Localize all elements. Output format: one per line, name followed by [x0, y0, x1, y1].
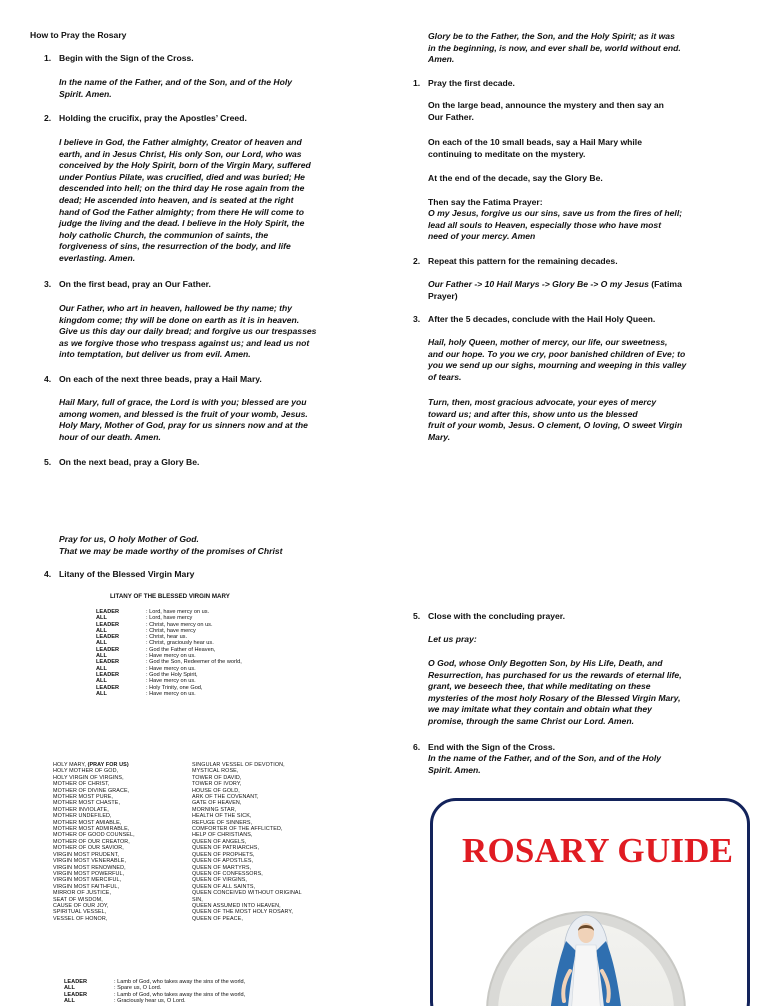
titles-column-2 [192, 762, 302, 922]
prayer-line: judge the living and the dead. I believe in the Holy Spirit, the [59, 218, 305, 229]
step-text: Litany of the Blessed Virgin Mary [59, 569, 195, 579]
small-beads-instruction [428, 137, 642, 160]
sign-of-cross-prayer [59, 77, 292, 100]
response-text: : God the Son, Redeemer of the world, [146, 659, 242, 666]
prayer-line: I believe in God, the Father almighty, Creator of heaven and [59, 137, 302, 147]
prayer-line: In the name of the Father, and of the Son, and of the Holy [428, 753, 661, 763]
title-entry: REFUGE OF SINNERS, [192, 819, 253, 826]
title-entry: MOTHER UNDEFILED, [53, 813, 112, 820]
prayer-line: grant, we beseech thee, that while meditating on these [428, 681, 651, 692]
response-text: : Christ, have mercy [146, 627, 196, 634]
response-row [96, 691, 242, 697]
prayer-line: among women, and blessed is the fruit of your womb, Jesus. [59, 408, 308, 419]
title-entry: QUEEN OF THE MOST HOLY ROSARY, [192, 909, 293, 916]
title-entry: MIRROR OF JUSTICE, [53, 890, 112, 897]
response-role: ALL [96, 653, 107, 660]
prayer-line: lead all souls to Heaven, especially those who have most [428, 219, 662, 230]
title-entry: HOUSE OF GOLD, [192, 787, 240, 794]
pray-for-us-note: (PRAY FOR US) [87, 762, 129, 768]
title-entry: QUEEN ASSUMED INTO HEAVEN, [192, 902, 281, 909]
response-text: : Spare us, O Lord. [114, 985, 162, 992]
prayer-line: hand of God the Father almighty; from there He will come to [59, 206, 304, 217]
response-role: ALL [96, 615, 107, 622]
pattern-sequence: Our Father -> 10 Hail Marys -> Glory Be -> O my Jesus [428, 279, 649, 289]
prayer-line: dead; He ascended into heaven, and is seated at the right [59, 194, 294, 205]
apostles-creed [59, 137, 311, 265]
title-entry: QUEEN OF ALL SAINTS, [192, 883, 256, 890]
title-entry: VIRGIN MOST FAITHFUL, [53, 883, 120, 890]
prayer-line: Mary. [428, 431, 451, 442]
step-text: On the first bead, pray an Our Father. [59, 279, 211, 289]
title-entry: MOTHER OF DIVINE GRACE, [53, 787, 130, 794]
step-number: 3. [413, 314, 421, 324]
step-2-heading [44, 113, 247, 125]
response-text: : Have mercy on us. [146, 665, 196, 672]
title-entry: CAUSE OF OUR JOY, [53, 902, 109, 909]
step-number: 6. [413, 742, 421, 752]
decade-end-instruction: At the end of the decade, say the Glory Be. [428, 173, 603, 183]
prayer-line: holy catholic Church, the communion of saints, the [59, 229, 269, 240]
response-role: LEADER [96, 659, 119, 666]
prayer-line: we may imitate what they contain and obtain what they [428, 704, 652, 715]
title-entry: HELP OF CHRISTIANS, [192, 832, 253, 839]
response-role: LEADER [96, 609, 119, 615]
prayer-line: O my Jesus, forgive us our sins, save us from the fires of hell; [428, 208, 683, 218]
litany-title: LITANY OF THE BLESSED VIRGIN MARY [110, 593, 230, 600]
response-text: : Lamb of God, who takes away the sins of the world, [114, 979, 246, 985]
prayer-line: under Pontius Pilate, was crucified, died and was buried; He [59, 171, 305, 182]
instruction-line: On the large bead, announce the mystery and then say an [428, 100, 664, 110]
step-text: Holding the crucifix, pray the Apostles’ Creed. [59, 113, 247, 123]
virgin-mary-image [536, 911, 636, 1006]
prayer-line: Spirit. Amen. [59, 88, 112, 99]
title-entry: HOLY MOTHER OF GOD, [53, 768, 119, 775]
prayer-line: Holy Mary, Mother of God, pray for us sinners now and at the [59, 420, 308, 431]
prayer-line: In the name of the Father, and of the Son, and of the Holy [59, 77, 292, 87]
title-entry: QUEEN OF VIRGINS, [192, 877, 248, 884]
turn-then-prayer [428, 397, 682, 443]
response-text: : Lord, have mercy on us. [146, 609, 210, 615]
title-entry: MOTHER MOST AMIABLE, [53, 819, 122, 826]
large-bead-instruction [428, 100, 664, 123]
response-role: ALL [96, 665, 107, 672]
step-number: 1. [44, 53, 52, 63]
response-role: LEADER [96, 634, 119, 641]
prayer-line: descended into hell; on the third day He rose again from the [59, 183, 305, 194]
step-number: 5. [413, 611, 421, 621]
prayer-line: Our Father, who art in heaven, hallowed be thy name; thy [59, 303, 293, 313]
right-step-5-heading [413, 611, 565, 623]
prayer-line: into temptation, but deliver us from evil. Amen. [59, 349, 251, 360]
title-entry: ARK OF THE COVENANT, [192, 794, 259, 801]
mary-medallion [486, 911, 686, 1006]
right-step-1-heading [413, 78, 515, 90]
concluding-prayer [428, 658, 682, 728]
step-text: Close with the concluding prayer. [428, 611, 566, 621]
title-entry: SEAT OF WISDOM, [53, 896, 103, 903]
pattern-note-cont: Prayer) [428, 290, 458, 301]
closing-sign-of-cross [428, 753, 661, 776]
title-entry: VIRGIN MOST RENOWNED, [53, 864, 126, 871]
titles-column-1 [53, 762, 135, 922]
title-entry: MOTHER OF GOOD COUNSEL, [53, 832, 135, 839]
prayer-line: hour of our death. Amen. [59, 431, 161, 442]
response-role: LEADER [96, 646, 119, 653]
title-entry: GATE OF HEAVEN, [192, 800, 242, 807]
prayer-line: kingdom come; thy will be done on earth as it is in heaven. [59, 314, 300, 325]
response-row [64, 998, 245, 1004]
step-number: 2. [44, 113, 52, 123]
title-entry: QUEEN OF MARTYRS, [192, 864, 252, 871]
title-entry: QUEEN OF ANGELS, [192, 838, 247, 845]
title-entry: QUEEN OF PATRIARCHS, [192, 845, 260, 852]
step-text: After the 5 decades, conclude with the Hail Holy Queen. [428, 314, 656, 324]
prayer-line: Amen. [428, 54, 455, 65]
response-text: : Have mercy on us. [146, 653, 196, 660]
prayer-line: and our hope. To you we cry, poor banished children of Eve; to [428, 348, 686, 359]
lamb-of-god-table [64, 979, 245, 1004]
prayer-line: mysteries of the most holy Rosary of the Blessed Virgin Mary, [428, 692, 681, 703]
step-5-heading [44, 457, 199, 469]
response-role: ALL [96, 690, 107, 697]
step-3-heading [44, 279, 211, 291]
instruction-line: Our Father. [428, 111, 474, 122]
glory-be-prayer [428, 31, 681, 66]
response-role: ALL [96, 678, 107, 685]
title-entry: MORNING STAR, [192, 806, 237, 813]
rosary-guide-title: ROSARY GUIDE [462, 831, 734, 870]
response-text: : Graciously hear us, O Lord. [114, 997, 186, 1004]
pray-for-us-verse [59, 534, 282, 557]
title-entry: QUEEN CONCEIVED WITHOUT ORIGINAL [192, 890, 302, 897]
step-number: 2. [413, 256, 421, 266]
response-text: : Christ, hear us. [146, 634, 188, 641]
prayer-line: O God, whose Only Begotten Son, by His Life, Death, and [428, 658, 663, 668]
step-number: 5. [44, 457, 52, 467]
response-text: : God the Father of Heaven, [146, 646, 216, 653]
litany-heading [44, 569, 194, 581]
right-step-6-heading [413, 742, 555, 754]
response-role: LEADER [64, 991, 87, 998]
response-text: : Holy Trinity, one God, [146, 684, 203, 691]
title-entry: QUEEN OF APOSTLES, [192, 858, 254, 865]
prayer-line: forgiveness of sins, the resurrection of the body, and life [59, 241, 291, 252]
prayer-line: conceived by the Holy Spirit, born of the Virgin Mary, suffered [59, 160, 311, 171]
instruction-line: continuing to meditate on the mystery. [428, 148, 586, 159]
prayer-line: fruit of your womb, Jesus. O clement, O loving, O sweet Virgin [428, 420, 683, 431]
prayer-line: Resurrection, has purchased for us the rewards of eternal life, [428, 669, 682, 680]
response-text: : Have mercy on us. [146, 690, 196, 697]
title-entry: MYSTICAL ROSE, [192, 768, 239, 775]
response-text: : Lord, have mercy [146, 615, 193, 622]
title-entry: COMFORTER OF THE AFFLICTED, [192, 826, 283, 833]
title-entry: SINGULAR VESSEL OF DEVOTION, [192, 762, 285, 768]
prayer-line: toward us; and after this, show unto us the blessed [428, 408, 638, 419]
step-number: 4. [44, 374, 52, 384]
step-1-heading [44, 53, 194, 65]
hail-holy-queen-prayer [428, 337, 686, 383]
title-entry: QUEEN OF CONFESSORS, [192, 870, 263, 877]
step-text: Begin with the Sign of the Cross. [59, 53, 194, 63]
title-entry: QUEEN OF PEACE, [192, 915, 243, 922]
step-number: 1. [413, 78, 421, 88]
response-role: LEADER [96, 684, 119, 691]
step-number: 3. [44, 279, 52, 289]
titles-list [53, 768, 135, 922]
rosary-guide-cover [430, 798, 750, 1006]
response-role: ALL [64, 985, 75, 992]
response-role: LEADER [64, 979, 87, 985]
prayer-line: Give us this day our daily bread; and forgive us our trespasses [59, 326, 317, 337]
prayer-line: in the beginning, is now, and ever shall be, world without end. [428, 42, 681, 53]
title-entry: TOWER OF DAVID, [192, 774, 242, 781]
response-text: : Have mercy on us. [146, 678, 196, 685]
prayer-line: Turn, then, most gracious advocate, your eyes of mercy [428, 397, 657, 407]
instruction-line: On each of the 10 small beads, say a Hail Mary while [428, 137, 642, 147]
prayer-line: promise, through the same Christ our Lord. Amen. [428, 715, 634, 726]
title-entry: MOTHER OF OUR CREATOR, [53, 838, 130, 845]
step-4-heading [44, 374, 262, 386]
response-text: : Christ, have mercy on us. [146, 621, 213, 628]
response-text: : Christ, graciously hear us. [146, 640, 214, 647]
step-text: End with the Sign of the Cross. [428, 742, 555, 752]
litany-responses-table [96, 609, 242, 697]
fatima-prayer [428, 208, 682, 243]
fatima-intro: Then say the Fatima Prayer: [428, 197, 543, 207]
title-entry: QUEEN OF PROPHETS, [192, 851, 255, 858]
our-father-prayer [59, 303, 316, 361]
step-text: Pray the first decade. [428, 78, 515, 88]
page-title: How to Pray the Rosary [30, 30, 127, 40]
prayer-line: earth, and in Jesus Christ, His only Son, our Lord, who was [59, 148, 302, 159]
title-entry: MOTHER MOST PURE, [53, 794, 114, 801]
response-role: LEADER [96, 671, 119, 678]
verse-line: That we may be made worthy of the promises of Christ [59, 545, 283, 556]
title-entry: MOTHER OF OUR SAVIOR, [53, 845, 124, 852]
title-entry: SIN, [192, 896, 203, 903]
response-role: ALL [96, 640, 107, 647]
step-text: On each of the next three beads, pray a Hail Mary. [59, 374, 262, 384]
response-role: LEADER [96, 621, 119, 628]
let-us-pray: Let us pray: [428, 634, 477, 644]
prayer-line: as we forgive those who trespass against us; and lead us not [59, 337, 310, 348]
response-text: : Lamb of God, who takes away the sins of the world, [114, 991, 246, 998]
title-entry: VIRGIN MOST PRUDENT, [53, 851, 119, 858]
title-entry: TOWER OF IVORY, [192, 781, 242, 788]
prayer-line: of tears. [428, 371, 462, 382]
hail-mary-prayer [59, 397, 308, 443]
prayer-line: Hail, holy Queen, mother of mercy, our life, our sweetness, [428, 337, 668, 347]
title-entry: SPIRITUAL VESSEL, [53, 909, 107, 916]
right-step-2-heading [413, 256, 618, 268]
title-entry: MOTHER MOST CHASTE, [53, 800, 121, 807]
response-role: ALL [96, 627, 107, 634]
prayer-line: Spirit. Amen. [428, 764, 481, 775]
title-entry: VIRGIN MOST POWERFUL, [53, 870, 125, 877]
prayer-line: Hail Mary, full of grace, the Lord is with you; blessed are you [59, 397, 307, 407]
step-text: On the next bead, pray a Glory Be. [59, 457, 200, 467]
prayer-line: need of your mercy. Amen [428, 231, 536, 242]
response-text: : God the Holy Spirit, [146, 671, 198, 678]
title-entry: HEALTH OF THE SICK, [192, 813, 252, 820]
right-step-3-heading [413, 314, 655, 326]
first-title: HOLY MARY, [53, 762, 86, 768]
title-entry: MOTHER OF CHRIST, [53, 781, 110, 788]
prayer-line: you we send up our sighs, mourning and weeping in this valley [428, 360, 687, 371]
title-entry: VESSEL OF HONOR, [53, 915, 108, 922]
step-number: 4. [44, 569, 52, 579]
verse-line: Pray for us, O holy Mother of God. [59, 534, 199, 544]
decade-pattern [428, 279, 682, 302]
prayer-line: everlasting. Amen. [59, 252, 136, 263]
title-entry: VIRGIN MOST VENERABLE, [53, 858, 127, 865]
title-entry: MOTHER MOST ADMIRABLE, [53, 826, 130, 833]
response-role: ALL [64, 997, 75, 1004]
step-text: Repeat this pattern for the remaining decades. [428, 256, 618, 266]
title-entry: VIRGIN MOST MERCIFUL, [53, 877, 122, 884]
pattern-note: (Fatima [648, 279, 682, 289]
title-entry: HOLY VIRGIN OF VIRGINS, [53, 774, 124, 781]
title-entry: MOTHER INVIOLATE, [53, 806, 109, 813]
prayer-line: Glory be to the Father, the Son, and the Holy Spirit; as it was [428, 31, 675, 41]
